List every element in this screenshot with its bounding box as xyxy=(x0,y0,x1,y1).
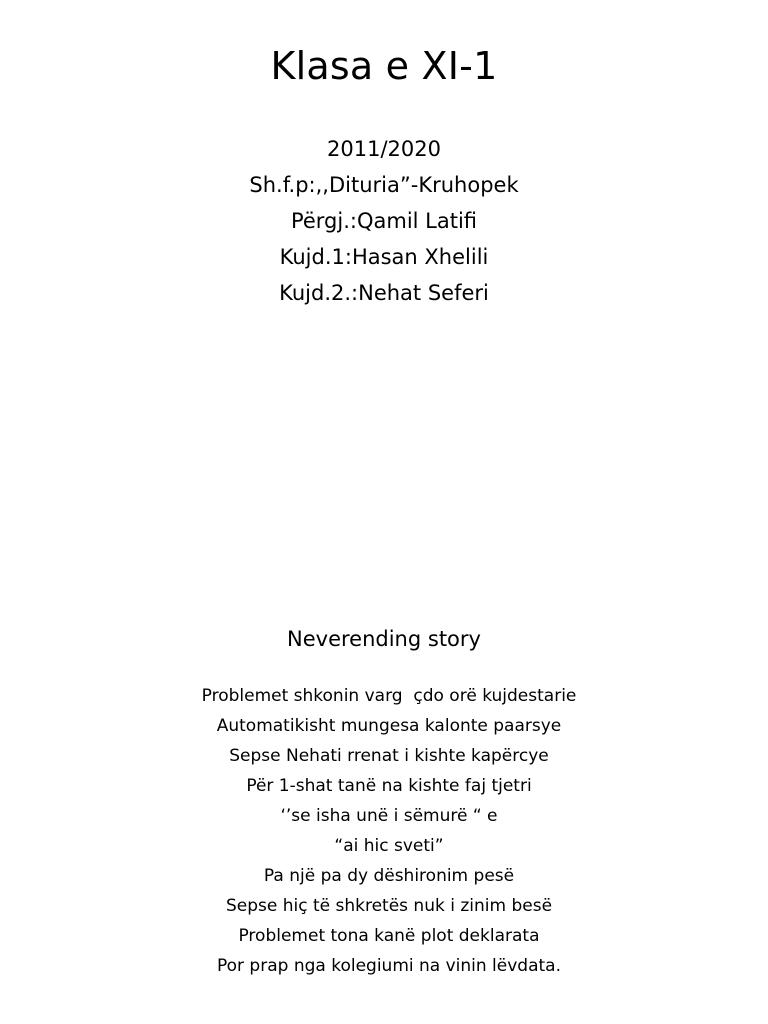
poem-line: Problemet tona kanë plot deklarata xyxy=(238,926,540,946)
poem-line: Për 1-shat tanë na kishte faj tjetri xyxy=(246,776,532,796)
info-line-homeroom-teacher-1: Kujd.1:Hasan Xhelili xyxy=(279,245,489,269)
info-line-homeroom-teacher-2: Kujd.2.:Nehat Seferi xyxy=(279,281,489,305)
class-info xyxy=(0,131,768,311)
info-line-principal: Përgj.:Qamil Latifi xyxy=(290,209,478,233)
info-line-school: Sh.f.p:,,Dituria”-Kruhopek xyxy=(249,173,519,197)
page-title: Klasa e XI-1 xyxy=(270,44,498,88)
info-line-years: 2011/2020 xyxy=(327,137,441,161)
poem-line: Automatikisht mungesa kalonte paarsye xyxy=(216,716,562,736)
poem-line: Por prap nga kolegiumi na vinin lëvdata. xyxy=(216,956,561,976)
poem-line: “ai hic sveti” xyxy=(334,836,444,856)
poem-line: Sepse hiç të shkretës nuk i zinim besë xyxy=(225,896,553,916)
poem-body xyxy=(0,681,768,981)
poem-line: Sepse Nehati rrenat i kishte kapërcye xyxy=(229,746,549,766)
poem-title: Neverending story xyxy=(287,627,481,651)
poem-line: Pa një pa dy dëshironim pesë xyxy=(263,866,515,886)
poem-line: ‘’se isha unë i sëmurë “ e xyxy=(280,806,498,826)
poem-line: Problemet shkonin varg çdo orë kujdestarie xyxy=(201,686,577,706)
